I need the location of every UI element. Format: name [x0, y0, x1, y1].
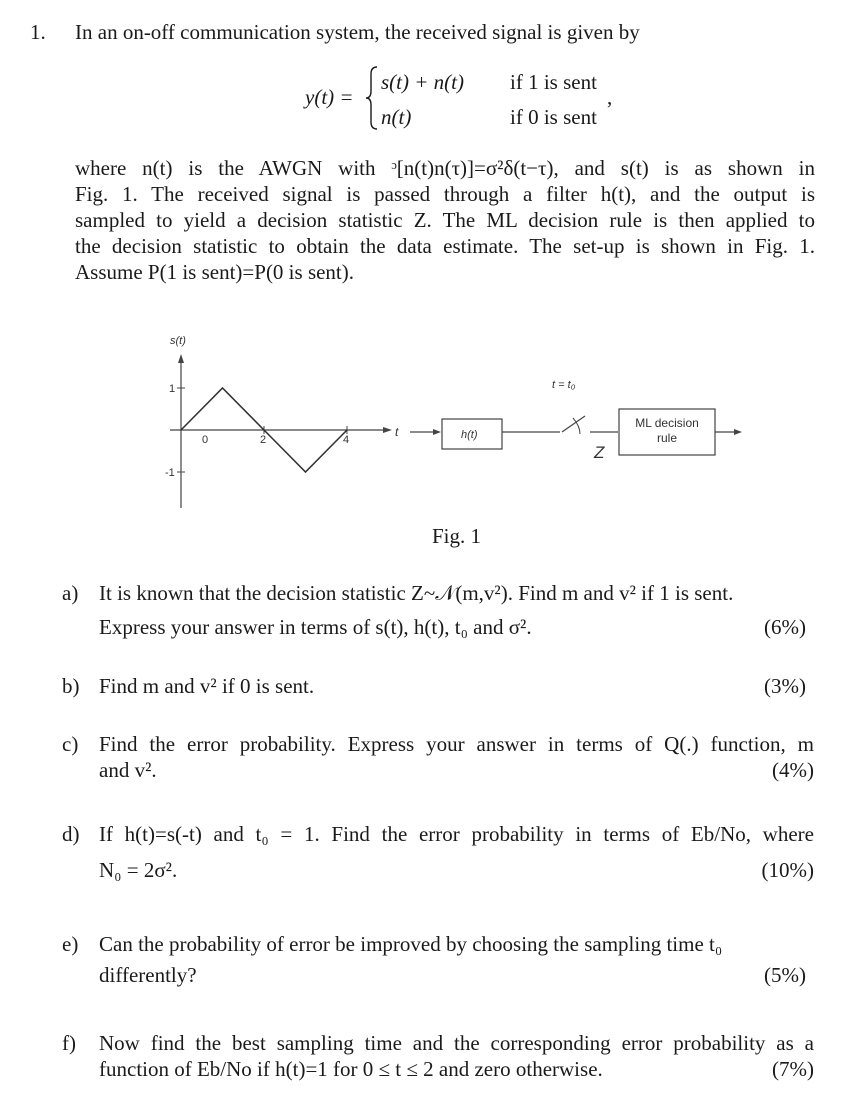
part-label: c) — [62, 732, 79, 756]
part-points: (7%) — [772, 1057, 814, 1081]
description-paragraph — [75, 155, 815, 285]
description-line: Assume P(1 is sent)=P(0 is sent). — [75, 260, 355, 284]
x-tick-label: 0 — [202, 434, 209, 446]
part-text-line: function of Eb/No if h(t)=1 for 0 ≤ t ≤ 2 and zero otherwise. — [99, 1057, 603, 1081]
signal-point — [180, 429, 181, 430]
part-points: (10%) — [761, 858, 814, 882]
part-text-line: It is known that the decision statistic Z~𝒩(m,v²). Find m and v² if 1 is sent. — [99, 581, 734, 605]
part-label: f) — [62, 1031, 76, 1055]
part-label: a) — [62, 581, 79, 605]
output-z-label: Z — [594, 443, 605, 462]
description-line: the decision statistic to obtain the data estimate. The set-up is shown in Fig. 1. — [75, 234, 815, 258]
y-tick-label: 1 — [169, 383, 176, 395]
left-brace — [365, 65, 379, 131]
part-text-line: Can the probability of error be improved by choosing the sampling time t₀ — [99, 932, 723, 956]
problem-number: 1. — [30, 20, 46, 44]
signal-point — [222, 387, 223, 388]
part-label: e) — [62, 932, 79, 956]
description-line: where n(t) is the AWGN with ᵓ[n(t)n(τ)]=σ²δ(t−τ), and s(t) is as shown in — [75, 156, 815, 180]
x-axis-arrow — [383, 427, 392, 433]
signal-point — [305, 471, 306, 472]
decision-label-line1: ML decision — [635, 416, 699, 430]
part-points: (3%) — [764, 674, 806, 698]
case2-condition: if 0 is sent — [510, 105, 597, 129]
description-line: sampled to yield a decision statistic Z. The ML decision rule is then applied to — [75, 208, 815, 232]
piecewise-equation — [305, 62, 635, 134]
y-tick-label: -1 — [165, 467, 175, 479]
part-text-line: If h(t)=s(-t) and t₀ = 1. Find the error probability in terms of Eb/No, where — [99, 822, 814, 846]
x-axis-label: t — [395, 425, 399, 439]
y-axis-arrow — [178, 354, 184, 363]
part-text-line: Now find the best sampling time and the corresponding error probability as a — [99, 1031, 814, 1055]
part-label: d) — [62, 822, 80, 846]
case1-condition: if 1 is sent — [510, 70, 597, 94]
x-tick-label: 4 — [343, 434, 350, 446]
part-text-line: and v². — [99, 758, 157, 782]
sampler-label: t = t₀ — [552, 379, 576, 391]
figure-1 — [160, 330, 760, 520]
part-text-line: Find the error probability. Express your answer in terms of Q(.) function, m — [99, 732, 814, 756]
part-text-line: differently? — [99, 963, 197, 987]
equation-trailing-comma: , — [607, 85, 613, 109]
part-text-line: Find m and v² if 0 is sent. — [99, 674, 315, 698]
part-text-line: Express your answer in terms of s(t), h(t), t₀ and σ². — [99, 615, 532, 639]
part-text-line: N₀ = 2σ². — [99, 858, 178, 882]
signal-point — [263, 429, 264, 430]
filter-label: h(t) — [461, 429, 478, 441]
case2-expression: n(t) — [381, 105, 412, 129]
part-label: b) — [62, 674, 80, 698]
signal-point — [346, 429, 347, 430]
decision-output-arrow — [734, 429, 742, 435]
x-tick-label: 2 — [260, 434, 267, 446]
description-line: Fig. 1. The received signal is passed through a filter h(t), and the output is — [75, 182, 815, 206]
case1-expression: s(t) + n(t) — [381, 70, 464, 94]
decision-label-line2: rule — [656, 431, 678, 445]
part-points: (5%) — [764, 963, 806, 987]
figure-caption: Fig. 1 — [432, 524, 482, 548]
part-points: (4%) — [772, 758, 814, 782]
equation-lhs: y(t) = — [305, 85, 354, 109]
input-arrow — [433, 429, 441, 435]
y-axis-label: s(t) — [170, 335, 186, 347]
problem-intro: In an on-off communication system, the received signal is given by — [75, 20, 640, 44]
part-points: (6%) — [764, 615, 806, 639]
